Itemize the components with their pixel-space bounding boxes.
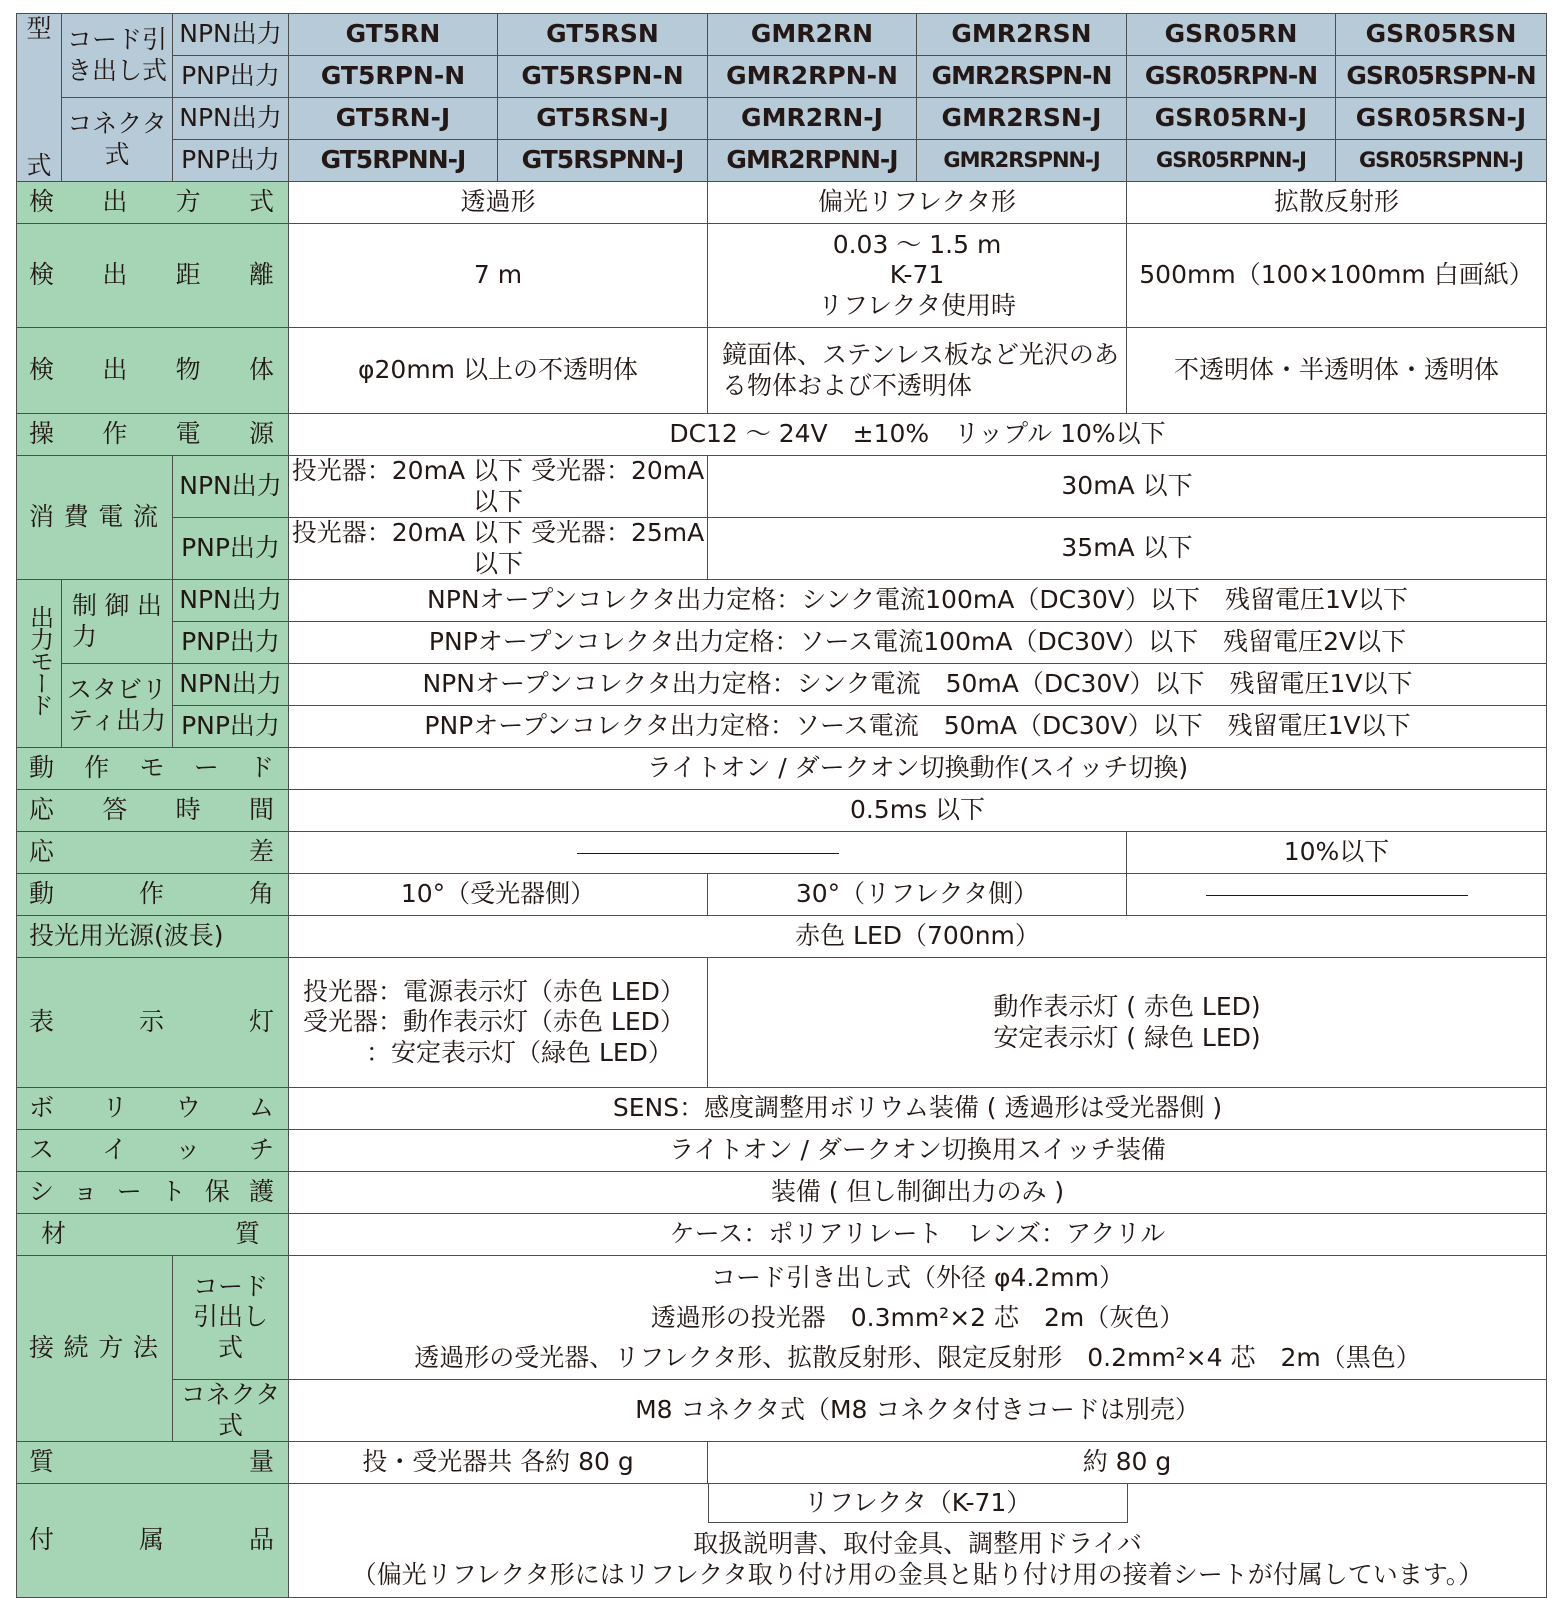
value-cell: 鏡面体、ステンレス板など光沢のある物体および不透明体 <box>708 328 1127 414</box>
row-label: 表示灯 <box>17 958 289 1088</box>
value-cell: SENS：感度調整用ボリウム装備 ( 透過形は受光器側 ) <box>289 1088 1547 1130</box>
value-cell: NPNオープンコレクタ出力定格：シンク電流100mA（DC30V）以下 残留電圧1V以下 <box>289 580 1547 622</box>
model-cell: GSR05RPNN-J <box>1127 140 1336 182</box>
value-cell: PNPオープンコレクタ出力定格：ソース電流 50mA（DC30V）以下 残留電圧1V以下 <box>289 706 1547 748</box>
npn-label: NPN出力 <box>173 98 289 140</box>
connection-line: 透過形の受光器、リフレクタ形、拡散反射形、限定反射形 0.2mm²×4 芯 2m（黒色） <box>414 1342 1421 1372</box>
row-label: 材質 <box>17 1214 289 1256</box>
row-label: ショート保護 <box>17 1172 289 1214</box>
pnp-label: PNP出力 <box>173 622 289 664</box>
model-cell: GT5RSN <box>498 14 708 56</box>
cord-type-label: コード引き出し式 <box>62 14 173 98</box>
npn-label: NPN出力 <box>173 664 289 706</box>
row-label: 検出物体 <box>17 328 289 414</box>
value-cell: 7 m <box>289 224 708 328</box>
model-cell: GMR2RSN <box>917 14 1127 56</box>
pnp-label: PNP出力 <box>173 706 289 748</box>
pnp-label: PNP出力 <box>173 140 289 182</box>
distance-value: 0.03 ～ 1.5 m <box>832 229 1002 259</box>
value-cell: NPNオープンコレクタ出力定格：シンク電流 50mA（DC30V）以下 残留電圧1V以下 <box>289 664 1547 706</box>
value-cell <box>289 1484 1547 1598</box>
accessory-note: （偏光リフレクタ形にはリフレクタ取り付け用の金具と貼り付け用の接着シートが付属しています。） <box>351 1559 1484 1589</box>
value-cell: 赤色 LED（700nm） <box>289 916 1547 958</box>
type-label-spacer <box>17 56 62 98</box>
value-cell: 拡散反射形 <box>1127 182 1547 224</box>
model-cell: GSR05RN <box>1127 14 1336 56</box>
model-cell: GT5RSPN-N <box>498 56 708 98</box>
indicator-line: 投光器：電源表示灯（赤色 LED） <box>303 976 685 1006</box>
model-cell: GMR2RSN-J <box>917 98 1127 140</box>
value-cell: 装備 ( 但し制御出力のみ ) <box>289 1172 1547 1214</box>
pnp-label: PNP出力 <box>173 518 289 580</box>
value-cell <box>708 958 1547 1088</box>
row-label: 接続方法 <box>17 1256 173 1442</box>
model-cell: GMR2RPN-N <box>708 56 917 98</box>
value-cell: φ20mm 以上の不透明体 <box>289 328 708 414</box>
model-cell: GMR2RN-J <box>708 98 917 140</box>
not-applicable-cell <box>1127 874 1547 916</box>
row-label: ボリウム <box>17 1088 289 1130</box>
type-label-top: 型 <box>17 14 62 56</box>
dash-line <box>1206 895 1468 896</box>
spec-table <box>16 13 1547 1598</box>
type-label-spacer <box>17 98 62 140</box>
value-cell: ライトオン / ダークオン切換用スイッチ装備 <box>289 1130 1547 1172</box>
value-cell: 500mm（100×100mm 白画紙） <box>1127 224 1547 328</box>
row-label: 操作電源 <box>17 414 289 456</box>
model-cell: GSR05RSN <box>1336 14 1547 56</box>
value-cell <box>708 224 1127 328</box>
model-cell: GT5RN <box>289 14 498 56</box>
npn-label: NPN出力 <box>173 580 289 622</box>
output-mode-label: 出力モード <box>17 580 62 748</box>
value-cell: 約 80 g <box>708 1442 1547 1484</box>
value-cell: ライトオン / ダークオン切換動作(スイッチ切換) <box>289 748 1547 790</box>
value-cell: 35mA 以下 <box>708 518 1547 580</box>
model-cell: GT5RN-J <box>289 98 498 140</box>
value-cell: 偏光リフレクタ形 <box>708 182 1127 224</box>
value-cell: 投・受光器共 各約 80 g <box>289 1442 708 1484</box>
control-output-label: 制御出力 <box>62 580 173 664</box>
connector-sub-label: コネクタ式 <box>173 1380 289 1442</box>
row-label: 応答時間 <box>17 790 289 832</box>
value-cell: 30°（リフレクタ側） <box>708 874 1127 916</box>
indicator-line: ：安定表示灯（緑色 LED） <box>366 1037 673 1067</box>
value-cell: 投光器：20mA 以下 受光器：20mA 以下 <box>289 456 708 518</box>
reflector-model: K-71 <box>889 260 945 290</box>
value-cell: M8 コネクタ式（M8 コネクタ付きコードは別売） <box>289 1380 1547 1442</box>
row-label: 動作角 <box>17 874 289 916</box>
row-label: 検出距離 <box>17 224 289 328</box>
connection-line: コード引き出し式（外径 φ4.2mm） <box>711 1262 1124 1292</box>
connector-type-label: コネクタ式 <box>62 98 173 182</box>
reflector-accessory: リフレクタ（K-71） <box>708 1484 1128 1523</box>
row-label: 付属品 <box>17 1484 289 1598</box>
model-cell: GMR2RN <box>708 14 917 56</box>
value-cell: 透過形 <box>289 182 708 224</box>
row-label: 検出方式 <box>17 182 289 224</box>
model-cell: GT5RPN-N <box>289 56 498 98</box>
value-cell: 30mA 以下 <box>708 456 1547 518</box>
pnp-label: PNP出力 <box>173 56 289 98</box>
row-label: 動作モード <box>17 748 289 790</box>
cord-sub-label: コード引出し式 <box>173 1256 289 1380</box>
model-cell: GT5RSPNN-J <box>498 140 708 182</box>
connection-line: 透過形の投光器 0.3mm²×2 芯 2m（灰色） <box>650 1302 1185 1332</box>
model-cell: GMR2RSPNN-J <box>917 140 1127 182</box>
value-cell: 0.5ms 以下 <box>289 790 1547 832</box>
row-label: 応差 <box>17 832 289 874</box>
accessory-line: 取扱説明書、取付金具、調整用ドライバ <box>693 1529 1142 1558</box>
stability-output-label: スタビリティ出力 <box>62 664 173 748</box>
model-cell: GT5RSN-J <box>498 98 708 140</box>
value-cell: 投光器：20mA 以下 受光器：25mA 以下 <box>289 518 708 580</box>
indicator-line: 安定表示灯 ( 緑色 LED) <box>993 1022 1261 1052</box>
npn-label: NPN出力 <box>173 14 289 56</box>
not-applicable-cell <box>289 832 1127 874</box>
value-cell: 10°（受光器側） <box>289 874 708 916</box>
row-label: 消費電流 <box>17 456 173 580</box>
model-cell: GSR05RSN-J <box>1336 98 1547 140</box>
npn-label: NPN出力 <box>173 456 289 518</box>
model-cell: GMR2RSPN-N <box>917 56 1127 98</box>
value-cell: PNPオープンコレクタ出力定格：ソース電流100mA（DC30V）以下 残留電圧2V以下 <box>289 622 1547 664</box>
row-label: 質量 <box>17 1442 289 1484</box>
value-cell: DC12 ～ 24V ±10% リップル 10%以下 <box>289 414 1547 456</box>
dash-line <box>577 853 839 854</box>
value-cell <box>289 958 708 1088</box>
reflector-note: リフレクタ使用時 <box>817 290 1016 320</box>
model-cell: GSR05RN-J <box>1127 98 1336 140</box>
model-cell: GSR05RPN-N <box>1127 56 1336 98</box>
value-cell: 10%以下 <box>1127 832 1547 874</box>
row-label: スイッチ <box>17 1130 289 1172</box>
model-cell: GSR05RSPNN-J <box>1336 140 1547 182</box>
indicator-line: 動作表示灯 ( 赤色 LED) <box>993 992 1261 1021</box>
type-label-bottom: 式 <box>17 140 62 182</box>
model-cell: GT5RPNN-J <box>289 140 498 182</box>
row-label: 投光用光源(波長) <box>17 916 289 958</box>
value-cell: ケース：ポリアリレート レンズ：アクリル <box>289 1214 1547 1256</box>
value-cell: 不透明体・半透明体・透明体 <box>1127 328 1547 414</box>
value-cell <box>289 1256 1547 1380</box>
model-cell: GMR2RPNN-J <box>708 140 917 182</box>
indicator-line: 受光器：動作表示灯（赤色 LED） <box>303 1007 685 1037</box>
model-cell: GSR05RSPN-N <box>1336 56 1547 98</box>
